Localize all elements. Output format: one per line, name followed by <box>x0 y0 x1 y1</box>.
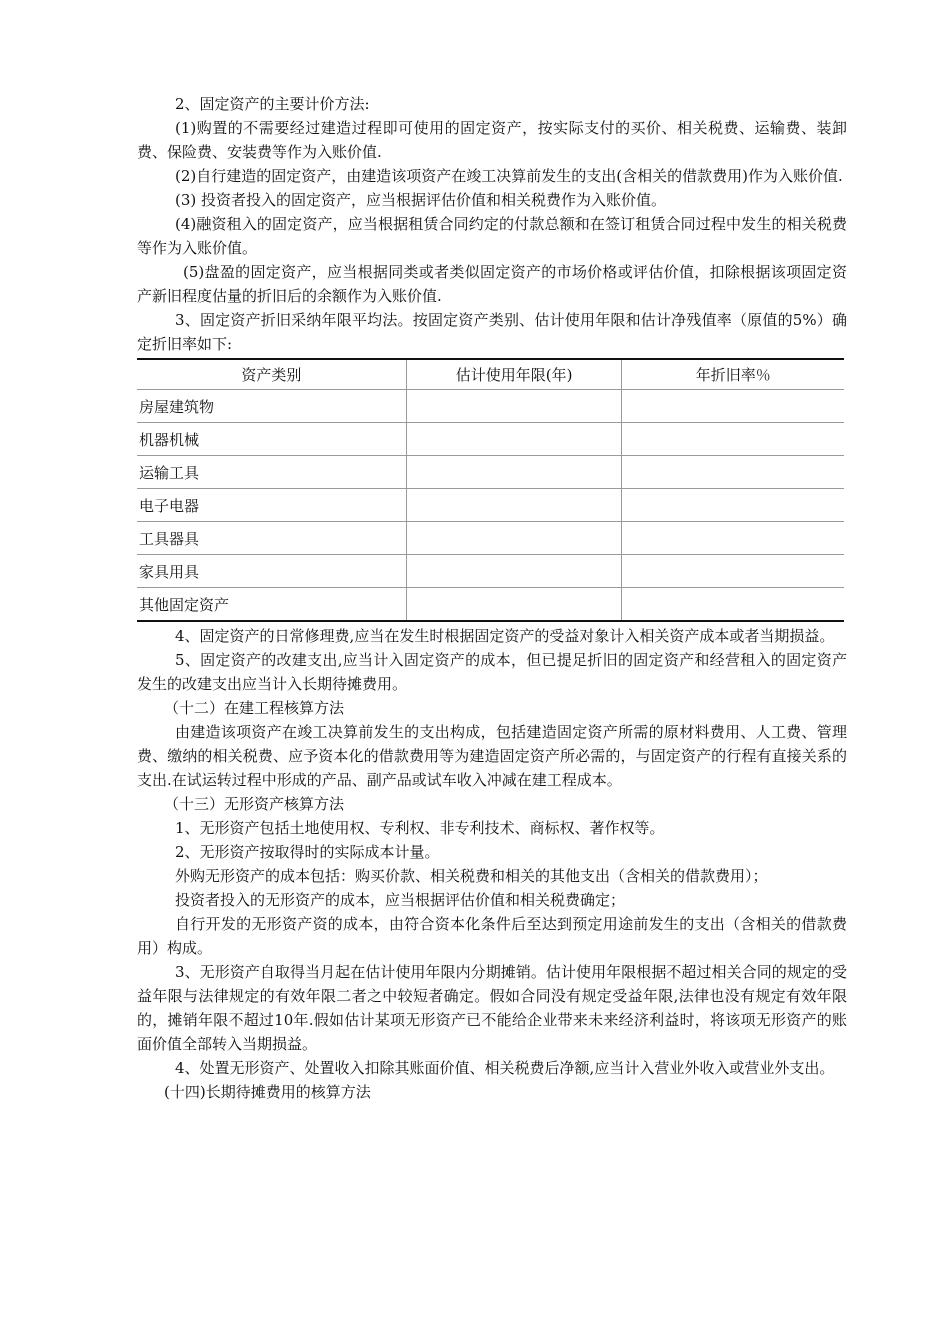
asset-category-cell: 运输工具 <box>137 456 406 489</box>
column-header: 资产类别 <box>137 359 406 390</box>
asset-category-cell: 电子电器 <box>137 489 406 522</box>
table-row <box>137 588 844 622</box>
asset-category-cell: 其他固定资产 <box>137 588 406 622</box>
paragraph: 3、固定资产折旧采纳年限平均法。按固定资产类别、估计使用年限和估计净残值率（原值的5%）确定折旧率如下: <box>137 311 847 353</box>
paragraph: 2、无形资产按取得时的实际成本计量。 <box>175 843 440 861</box>
section-heading: （十三）无形资产核算方法 <box>164 795 345 813</box>
paragraph: (2)自行建造的固定资产，由建造该项资产在竣工决算前发生的支出(含相关的借款费用)作为入账价值. <box>175 167 843 185</box>
paragraph: 1、无形资产包括土地使用权、专利权、非专利技术、商标权、著作权等。 <box>175 819 665 837</box>
table-row <box>137 456 844 489</box>
table-row <box>137 423 844 456</box>
table-row <box>137 522 844 555</box>
paragraph: 外购无形资产的成本包括：购买价款、相关税费和相关的其他支出（含相关的借款费用）； <box>175 867 768 885</box>
paragraph: (3) 投资者投入的固定资产，应当根据评估价值和相关税费作为入账价值。 <box>175 191 667 209</box>
paragraph: (1)购置的不需要经过建造过程即可使用的固定资产，按实际支付的买价、相关税费、运输费、装卸费、保险费、安装费等作为入账价值. <box>137 119 847 161</box>
column-header: 估计使用年限(年) <box>406 359 622 390</box>
asset-category-cell: 家具用具 <box>137 555 406 588</box>
paragraph: (4)融资租入的固定资产，应当根据租赁合同约定的付款总额和在签订租赁合同过程中发生的相关税费等作为入账价值。 <box>137 215 847 257</box>
depreciation-table <box>137 358 844 622</box>
paragraph: 自行开发的无形资产资的成本，由符合资本化条件后至达到预定用途前发生的支出（含相关的借款费用）构成。 <box>137 915 847 957</box>
table-header-row <box>137 359 844 390</box>
paragraph: 2、固定资产的主要计价方法: <box>175 95 370 113</box>
paragraph: (5)盘盈的固定资产，应当根据同类或者类似固定资产的市场价格或评估价值，扣除根据该项固定资产新旧程度估量的折旧后的余额作为入账价值. <box>137 263 847 305</box>
paragraph: 4、固定资产的日常修理费,应当在发生时根据固定资产的受益对象计入相关资产成本或者当期损益。 <box>175 627 835 645</box>
table-row <box>137 390 844 423</box>
table-row <box>137 555 844 588</box>
paragraph: 由建造该项资产在竣工决算前发生的支出构成，包括建造固定资产所需的原材料费用、人工费、管理费、缴纳的相关税费、应予资本化的借款费用等为建造固定资产所必需的，与固定资产的行程有直接关系的支出.在试运转过程中形成的产品、副产品或试车收入冲减在建工程成本。 <box>137 723 847 789</box>
paragraph: 5、固定资产的改建支出,应当计入固定资产的成本，但已提足折旧的固定资产和经营租入的固定资产发生的改建支出应当计入长期待摊费用。 <box>137 651 847 693</box>
paragraph: 4、处置无形资产、处置收入扣除其账面价值、相关税费后净额,应当计入营业外收入或营业外支出。 <box>175 1059 835 1077</box>
column-header: 年折旧率％ <box>622 359 844 390</box>
document-page <box>137 92 847 1104</box>
asset-category-cell: 房屋建筑物 <box>137 390 406 423</box>
paragraph: 投资者投入的无形资产的成本，应当根据评估价值和相关税费确定； <box>175 891 626 909</box>
section-heading: (十四)长期待摊费用的核算方法 <box>164 1083 371 1101</box>
paragraph: 3、无形资产自取得当月起在估计使用年限内分期摊销。估计使用年限根据不超过相关合同的规定的受益年限与法律规定的有效年限二者之中较短者确定。假如合同没有规定受益年限,法律也没有规定有效年限的，摊销年限不超过10年.假如估计某项无形资产已不能给企业带来未来经济利益时，将该项无形资产的账面价值全部转入当期损益。 <box>137 963 847 1053</box>
table-row <box>137 489 844 522</box>
asset-category-cell: 工具器具 <box>137 522 406 555</box>
asset-category-cell: 机器机械 <box>137 423 406 456</box>
section-heading: （十二）在建工程核算方法 <box>164 699 345 717</box>
